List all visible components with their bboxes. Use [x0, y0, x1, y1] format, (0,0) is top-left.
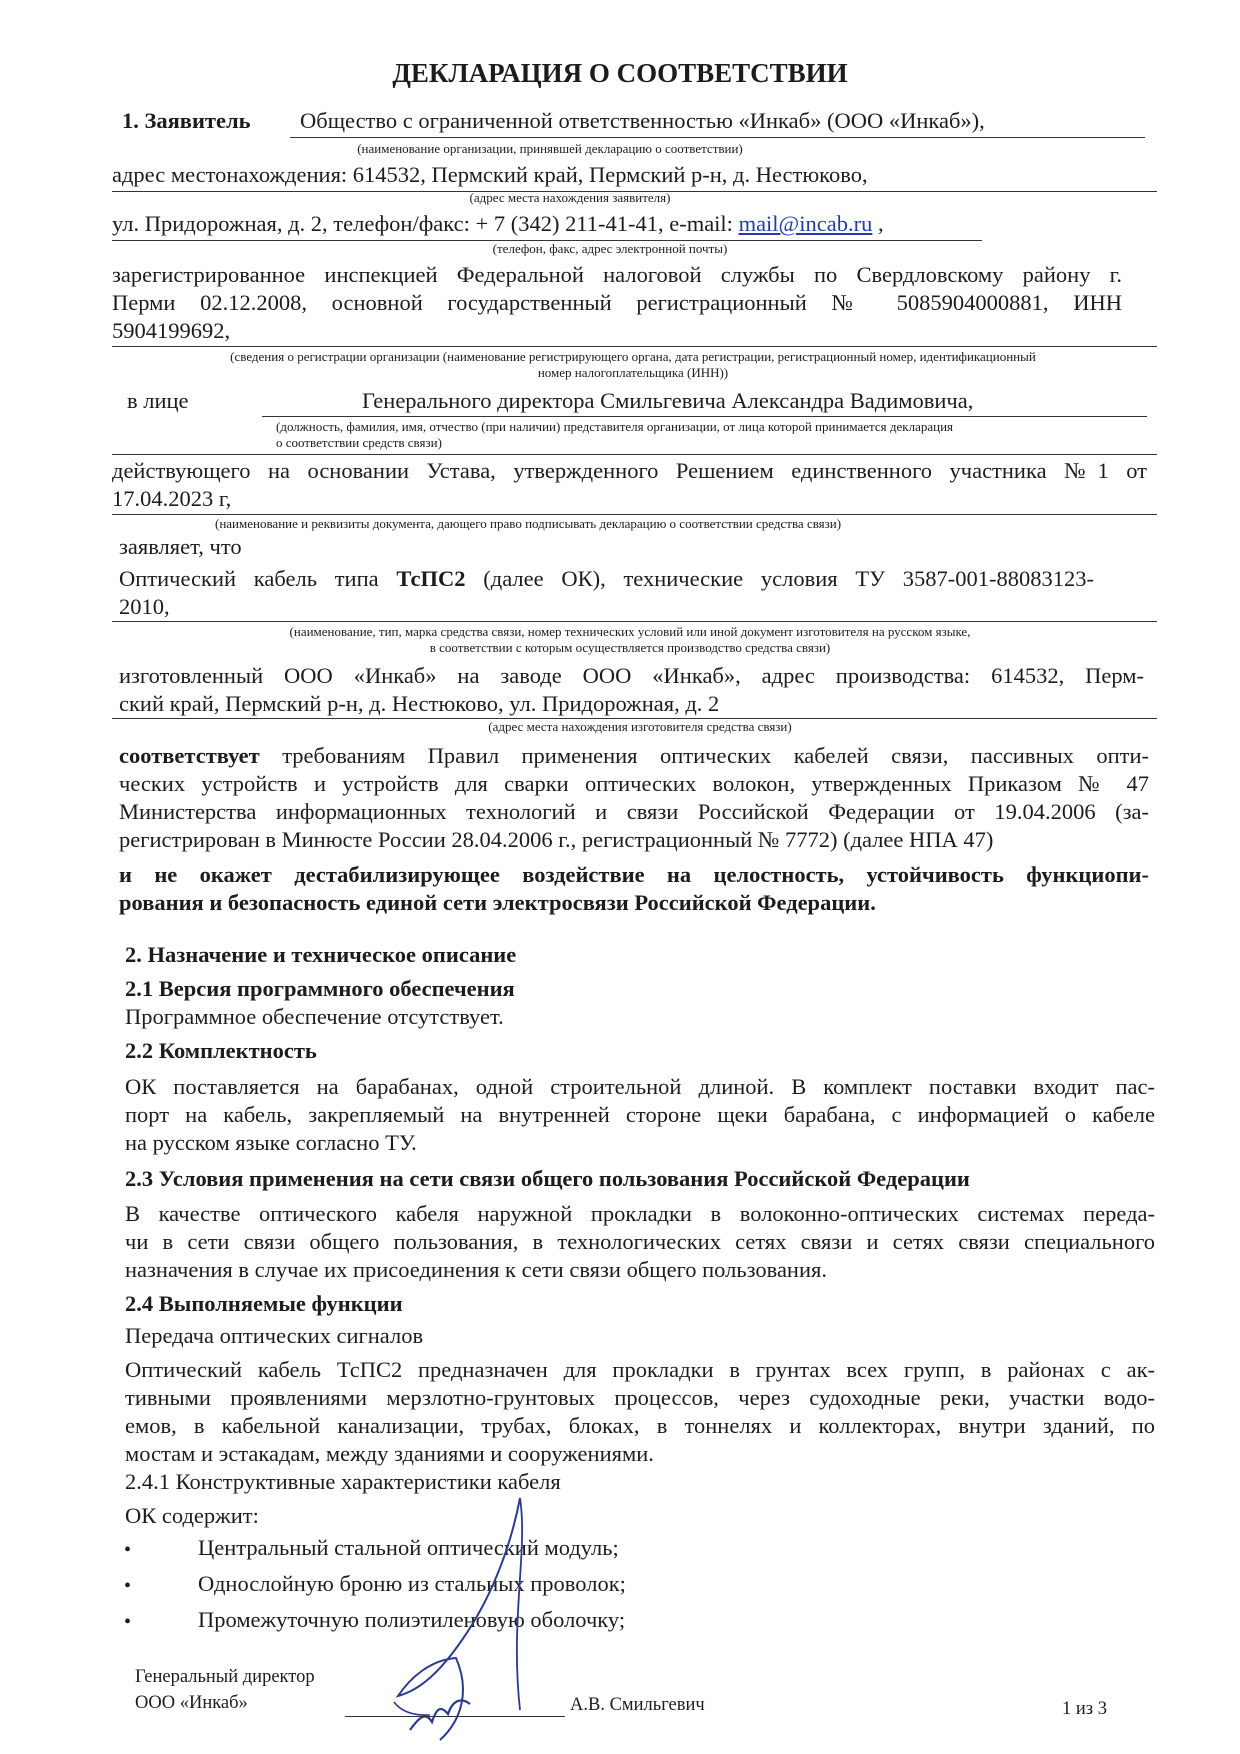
section-2-1-text: Программное обеспечение отсутствует. [125, 1004, 504, 1029]
section-2-4-heading: 2.4 Выполняемые функции [125, 1291, 403, 1316]
section-2-3-line: чи в сети связи общего пользования, в технологических сетях связи и сетях связи специального [125, 1229, 1155, 1254]
applicant-heading: 1. Заявитель [122, 108, 251, 133]
bullet-marker: • [124, 1611, 132, 1633]
caption: о соответствии средств связи) [276, 435, 442, 450]
section-2-4-text: Передача оптических сигналов [125, 1323, 424, 1348]
impact-line: и не окажет дестабилизирующее воздействие на целостность, устойчивость функциопи- [119, 862, 1149, 887]
section-2-4-1-heading: 2.4.1 Конструктивные характеристики кабеля [125, 1469, 561, 1494]
declares-text: заявляет, что [119, 534, 242, 559]
caption: номер налогоплательщика (ИНН)) [537, 365, 729, 380]
caption: (должность, фамилия, имя, отчество (при наличии) представителя организации, от лица которой принимается декларация [276, 419, 954, 434]
caption: (наименование, тип, марка средства связи, номер технических условий или иной документ изготовителя на русском языке, [289, 624, 971, 639]
bullet-marker: • [124, 1575, 132, 1597]
section-2-2-line: на русском языке согласно ТУ. [125, 1130, 417, 1155]
manufacturer-line: ский край, Пермский р-н, д. Нестюково, ул. Придорожная, д. 2 [119, 691, 720, 716]
section-2-3-line: назначения в случае их присоединения к сети связи общего пользования. [125, 1257, 827, 1282]
section-2-4-line: тивными проявлениями мерзлотно-грунтовых процессов, через судоходные реки, участки водо- [125, 1385, 1155, 1410]
registration-line: Перми 02.12.2008, основной государственный регистрационный № 5085904000881, ИНН [112, 290, 1122, 315]
basis-line: действующего на основании Устава, утвержденного Решением единственного участника №1 от [112, 458, 1147, 483]
fill-line [112, 621, 1157, 622]
section-2-4-line: Оптический кабель ТсПС2 предназначен для прокладки в грунтах всех групп, в районах с ак- [125, 1357, 1155, 1382]
caption: (адрес места нахождения изготовителя средства связи) [488, 719, 792, 734]
fill-line [262, 416, 1147, 417]
caption: (адрес места нахождения заявителя) [469, 190, 671, 205]
impact-line: рования и безопасность единой сети электросвязи Российской Федерации. [119, 890, 876, 915]
caption: (сведения о регистрации организации (наименование регистрирующего органа, дата регистрации, регистрационный номер, идентификационный [230, 349, 1036, 364]
basis-line: 17.04.2023 г, [112, 486, 232, 511]
manufacturer-line: изготовленный ООО «Инкаб» на заводе ООО «Инкаб», адрес производства: 614532, Перм- [119, 663, 1144, 688]
fill-line [290, 137, 1145, 138]
contains-label: ОК содержит: [125, 1503, 259, 1528]
section-2-2-heading: 2.2 Комплектность [125, 1038, 317, 1063]
person-label: в лице [127, 388, 189, 413]
signature-scribble [370, 1490, 590, 1754]
fill-line [112, 514, 1157, 515]
signature-line [345, 1716, 565, 1717]
section-2-2-line: ОК поставляется на барабанах, одной строительной длиной. В комплект поставки входит пас- [125, 1074, 1155, 1099]
applicant-contacts: ул. Придорожная, д. 2, телефон/факс: + 7 (342) 211-41-41, e-mail: mail@incab.ru , [112, 211, 884, 236]
section-2-4-line: мостам и эстакадам, между зданиями и сооружениями. [125, 1441, 654, 1466]
section-2-4-line: емов, в кабельной канализации, трубах, блоках, в тоннелях и коллекторах, внутри зданий, по [125, 1413, 1155, 1438]
caption: (наименование организации, принявшей декларацию о соответствии) [357, 141, 743, 156]
bullet-marker: • [124, 1539, 132, 1561]
footer-position: Генеральный директор [135, 1667, 315, 1687]
list-item: Однослойную броню из стальных проволок; [198, 1571, 626, 1596]
person-name: Генерального директора Смильгевича Александра Вадимовича, [362, 388, 974, 413]
product-line: 2010, [119, 594, 170, 619]
footer-company: ООО «Инкаб» [135, 1693, 248, 1713]
caption: (телефон, факс, адрес электронной почты) [492, 241, 728, 256]
caption: в соответствии с которым осуществляется производство средства связи) [429, 640, 831, 655]
complies-line: регистрирован в Минюсте России 28.04.2006 г., регистрационный № 7772) (далее НПА 47) [119, 827, 994, 852]
section-2-2-line: порт на кабель, закрепляемый на внутренней стороне щеки барабана, с информацией о кабеле [125, 1102, 1155, 1127]
section-2-3-line: В качестве оптического кабеля наружной прокладки в волоконно-оптических системах переда- [125, 1201, 1155, 1226]
product-line: Оптический кабель типа ТсПС2 (далее ОК), технические условия ТУ 3587-001-88083123- [119, 566, 1094, 591]
email-link[interactable]: mail@incab.ru [738, 211, 873, 236]
section-2-3-heading: 2.3 Условия применения на сети связи общего пользования Российской Федерации [125, 1166, 970, 1191]
fill-line [112, 346, 1157, 347]
fill-line [112, 454, 1157, 455]
footer-signatory: А.В. Смильгевич [570, 1695, 705, 1715]
registration-line: 5904199692, [112, 318, 231, 343]
section-2-1-heading: 2.1 Версия программного обеспечения [125, 976, 515, 1001]
section-2-heading: 2. Назначение и техническое описание [125, 942, 517, 967]
list-item: Центральный стальной оптический модуль; [198, 1535, 619, 1560]
complies-line: ческих устройств и устройств для сварки оптических волокон, утвержденных Приказом № 47 [119, 771, 1149, 796]
page-number: 1 из 3 [1062, 1699, 1107, 1719]
applicant-name: Общество с ограниченной ответственностью «Инкаб» (ООО «Инкаб»), [300, 108, 985, 133]
applicant-address: адрес местонахождения: 614532, Пермский край, Пермский р-н, д. Нестюково, [112, 162, 868, 187]
registration-line: зарегистрированное инспекцией Федеральной налоговой службы по Свердловскому району г. [112, 262, 1122, 287]
list-item: Промежуточную полиэтиленовую оболочку; [198, 1607, 626, 1632]
caption: (наименование и реквизиты документа, дающего право подписывать декларацию о соответствии средства связи) [215, 516, 842, 531]
document-title: ДЕКЛАРАЦИЯ О СООТВЕТСТВИИ [392, 58, 848, 88]
complies-line: Министерства информационных технологий и связи Российской Федерации от 19.04.2006 (за- [119, 799, 1149, 824]
complies-line: соответствует требованиям Правил применения оптических кабелей связи, пассивных опти- [119, 743, 1149, 768]
